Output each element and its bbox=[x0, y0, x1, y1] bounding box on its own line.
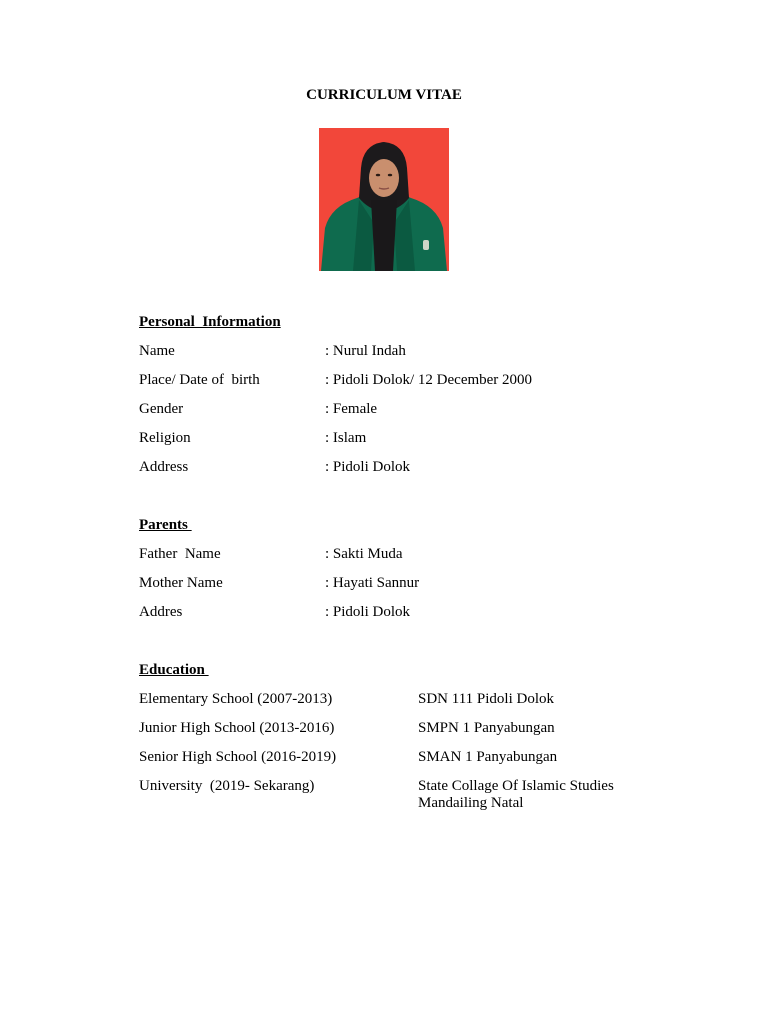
row-value: : Sakti Muda bbox=[325, 546, 403, 562]
personal-information-section bbox=[139, 314, 659, 488]
row-label: Father Name bbox=[139, 546, 221, 562]
portrait-photo-icon bbox=[319, 128, 449, 271]
education-row-senior bbox=[139, 749, 659, 778]
section-heading-personal: Personal Information bbox=[139, 314, 281, 330]
row-label: Senior High School (2016-2019) bbox=[139, 749, 337, 765]
row-label: Mother Name bbox=[139, 575, 223, 591]
info-row-birth bbox=[139, 372, 659, 401]
row-value: : Pidoli Dolok/ 12 December 2000 bbox=[325, 372, 533, 388]
row-value: : Nurul Indah bbox=[325, 343, 406, 359]
parents-section bbox=[139, 517, 659, 633]
info-row-religion bbox=[139, 430, 659, 459]
info-row-address bbox=[139, 459, 659, 488]
row-value: SDN 111 Pidoli Dolok bbox=[418, 691, 554, 707]
profile-photo bbox=[319, 128, 449, 271]
row-value: State Collage Of Islamic Studies Mandailing Natal bbox=[418, 778, 614, 811]
row-label: Name bbox=[139, 343, 175, 359]
education-section bbox=[139, 662, 659, 818]
section-heading-education: Education bbox=[139, 662, 209, 678]
row-label: University (2019- Sekarang) bbox=[139, 778, 315, 794]
section-heading-parents: Parents bbox=[139, 517, 192, 533]
row-label: Gender bbox=[139, 401, 184, 417]
info-row-name bbox=[139, 343, 659, 372]
row-label: Religion bbox=[139, 430, 191, 446]
info-row-mother bbox=[139, 575, 659, 604]
row-label: Addres bbox=[139, 604, 183, 620]
row-value: SMPN 1 Panyabungan bbox=[418, 720, 555, 736]
row-value: : Female bbox=[325, 401, 378, 417]
row-value: : Hayati Sannur bbox=[325, 575, 420, 591]
row-value: : Islam bbox=[325, 430, 367, 446]
row-label: Elementary School (2007-2013) bbox=[139, 691, 333, 707]
education-row-junior bbox=[139, 720, 659, 749]
row-label: Address bbox=[139, 459, 189, 475]
row-label: Place/ Date of birth bbox=[139, 372, 260, 388]
page-title: CURRICULUM VITAE bbox=[306, 87, 462, 103]
info-row-parents-address bbox=[139, 604, 659, 633]
row-value: SMAN 1 Panyabungan bbox=[418, 749, 558, 765]
row-label: Junior High School (2013-2016) bbox=[139, 720, 335, 736]
education-row-university bbox=[139, 778, 659, 818]
row-value: : Pidoli Dolok bbox=[325, 604, 411, 620]
education-row-elementary bbox=[139, 691, 659, 720]
info-row-gender bbox=[139, 401, 659, 430]
info-row-father bbox=[139, 546, 659, 575]
row-value: : Pidoli Dolok bbox=[325, 459, 411, 475]
